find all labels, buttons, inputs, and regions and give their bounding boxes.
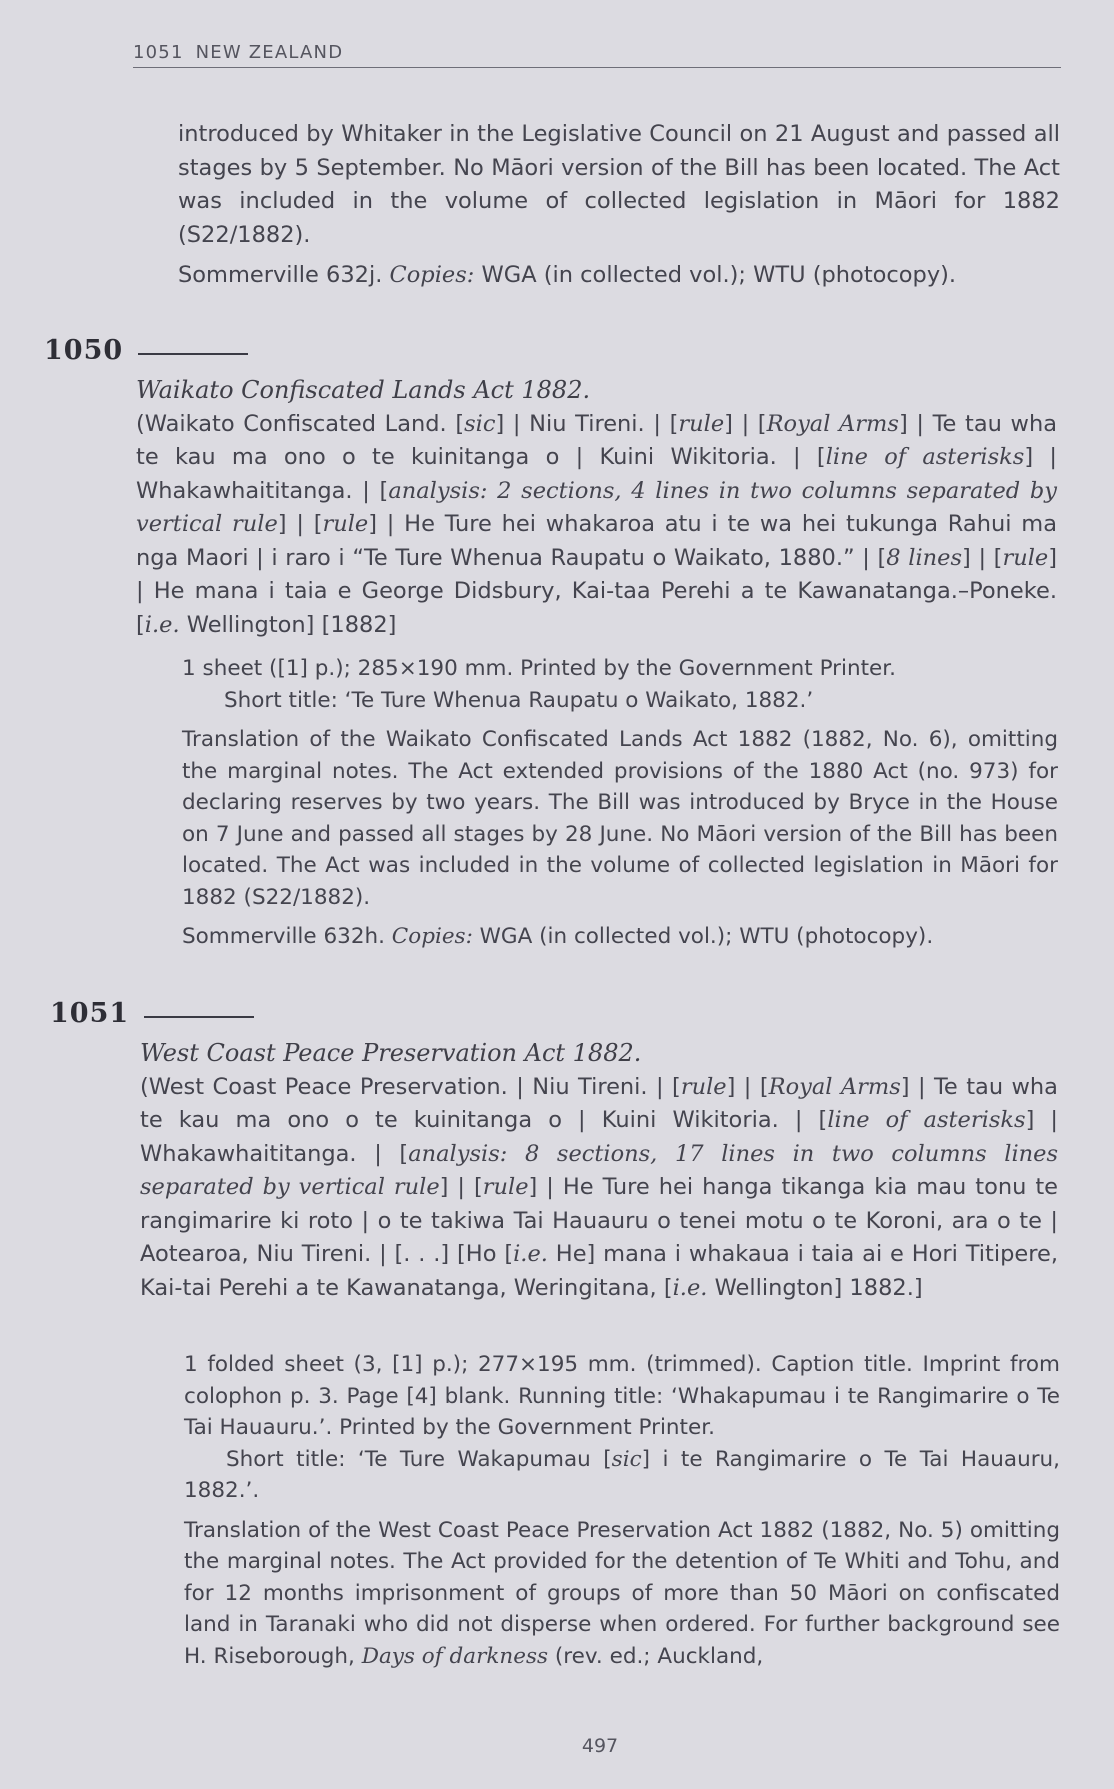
entry-number-1051: 1051: [50, 998, 130, 1029]
entry-1050-physical-description: 1 sheet ([1] p.); 285×190 mm. Printed by the Government Printer.: [182, 656, 896, 681]
entry-number-1050: 1050: [44, 335, 124, 366]
running-head: [133, 42, 1063, 63]
entry-1050-description: (Waikato Confiscated Land. [sic] | Niu Tireni. | [rule] | [Royal Arms] | Te tau wha te kau ma ono o te kuinitanga o | Kuini Wikitoria. | [line of asterisks] | Whakawhaititanga. | [analysis: 2 sections, 4 lines in two columns separated by vertical rule] | [rule] | He Ture hei whakaroa atu i te wa hei tukunga Rahui ma nga Maori | i raro i “Te Ture Whenua Raupatu o Waikato, 1880.” | [8 lines] | [rule] | He mana i taia e George Didsbury, Kai-taa Perehi a te Kawanatanga.–Poneke. [i.e. Wellington] [1882]: [136, 410, 1058, 638]
entry-1051-short-title: Short title: ‘Te Ture Wakapumau [sic] i te Rangimarire o Te Tai Hauauru, 1882.’.: [184, 1446, 1060, 1503]
continuation-paragraph: introduced by Whitaker in the Legislative Council on 21 August and passed all stages by 5 September. No Māori version of the Bill has been located. The Act was included in the volume of collected legislation in Māori for 1882 (S22/1882).: [178, 121, 1060, 248]
entry-1051-physical-description: 1 folded sheet (3, [1] p.); 277×195 mm. (trimmed). Caption title. Imprint from colophon p. 3. Page [4] blank. Running title: ‘Whakapumau i te Rangimarire o Te Tai Hauauru.’. Printed by the Government Printer.: [184, 1352, 1060, 1440]
entry-1050-copies-list: WGA (in collected vol.); WTU (photocopy).: [472, 924, 934, 949]
continuation-reference: [178, 259, 1060, 293]
continuation-block: [178, 118, 1060, 293]
entry-dash-1051: [144, 1016, 254, 1018]
entry-1051-title: West Coast Peace Preservation Act 1882.: [140, 1039, 642, 1067]
entry-1051-description-block: [140, 1037, 1058, 1305]
running-head-section: NEW ZEALAND: [195, 42, 344, 63]
entry-1050-short-title: Short title: ‘Te Ture Whenua Raupatu o Waikato, 1882.’: [224, 687, 814, 713]
entry-1050-note: Translation of the Waikato Confiscated Lands Act 1882 (1882, No. 6), omitting the marginal notes. The Act extended provisions of the 1880 Act (no. 973) for declaring reserves by two years. The Bill was introduced by Bryce in the House on 7 June and passed all stages by 28 June. No Māori version of the Bill has been located. The Act was included in the volume of collected legislation in Māori for 1882 (S22/1882).: [182, 727, 1058, 910]
continuation-copies-list: WGA (in collected vol.); WTU (photocopy).: [474, 262, 957, 288]
entry-1051-note: Translation of the West Coast Peace Preservation Act 1882 (1882, No. 5) omitting the marginal notes. The Act provided for the detention of Te Whiti and Tohu, and for 12 months imprisonment of groups of more than 50 Māori on confiscated land in Taranaki who did not disperse when ordered. For further background see H. Riseborough, Days of darkness (rev. ed.; Auckland,: [184, 1517, 1060, 1669]
continuation-copies-label: Copies:: [389, 262, 475, 288]
entry-1050-reference: [182, 921, 1058, 953]
entry-1051-description: (West Coast Peace Preservation. | Niu Tireni. | [rule] | [Royal Arms] | Te tau wha te kau ma ono o te kuinitanga o | Kuini Wikitoria. | [line of asterisks] | Whakawhaititanga. | [analysis: 8 sections, 17 lines in two columns lines separated by vertical rule] | [rule] | He Ture hei hanga tikanga kia mau tonu te rangimarire ki roto | o te takiwa Tai Hauauru o tenei motu o te Koroni, ara o te | Aotearoa, Niu Tireni. | [. . .] [Ho [i.e. He] mana i whakaua i taia ai e Hori Titipere, Kai-tai Perehi a te Kawanatanga, Weringitana, [i.e. Wellington] 1882.]: [140, 1073, 1059, 1301]
entry-1050-details-block: [182, 653, 1058, 953]
entry-1050-copies-label: Copies:: [391, 924, 473, 949]
entry-1051-details-block: [184, 1349, 1060, 1672]
page-number: 497: [581, 1735, 619, 1757]
running-head-page-ref: 1051: [133, 42, 184, 63]
entry-1050-reference-source: Sommerville 632h.: [182, 924, 392, 949]
entry-1050-title: Waikato Confiscated Lands Act 1882.: [136, 376, 591, 404]
entry-1050-description-block: [136, 374, 1057, 642]
entry-dash-1050: [138, 353, 248, 355]
header-rule: [133, 67, 1061, 68]
continuation-reference-source: Sommerville 632j.: [178, 262, 390, 288]
